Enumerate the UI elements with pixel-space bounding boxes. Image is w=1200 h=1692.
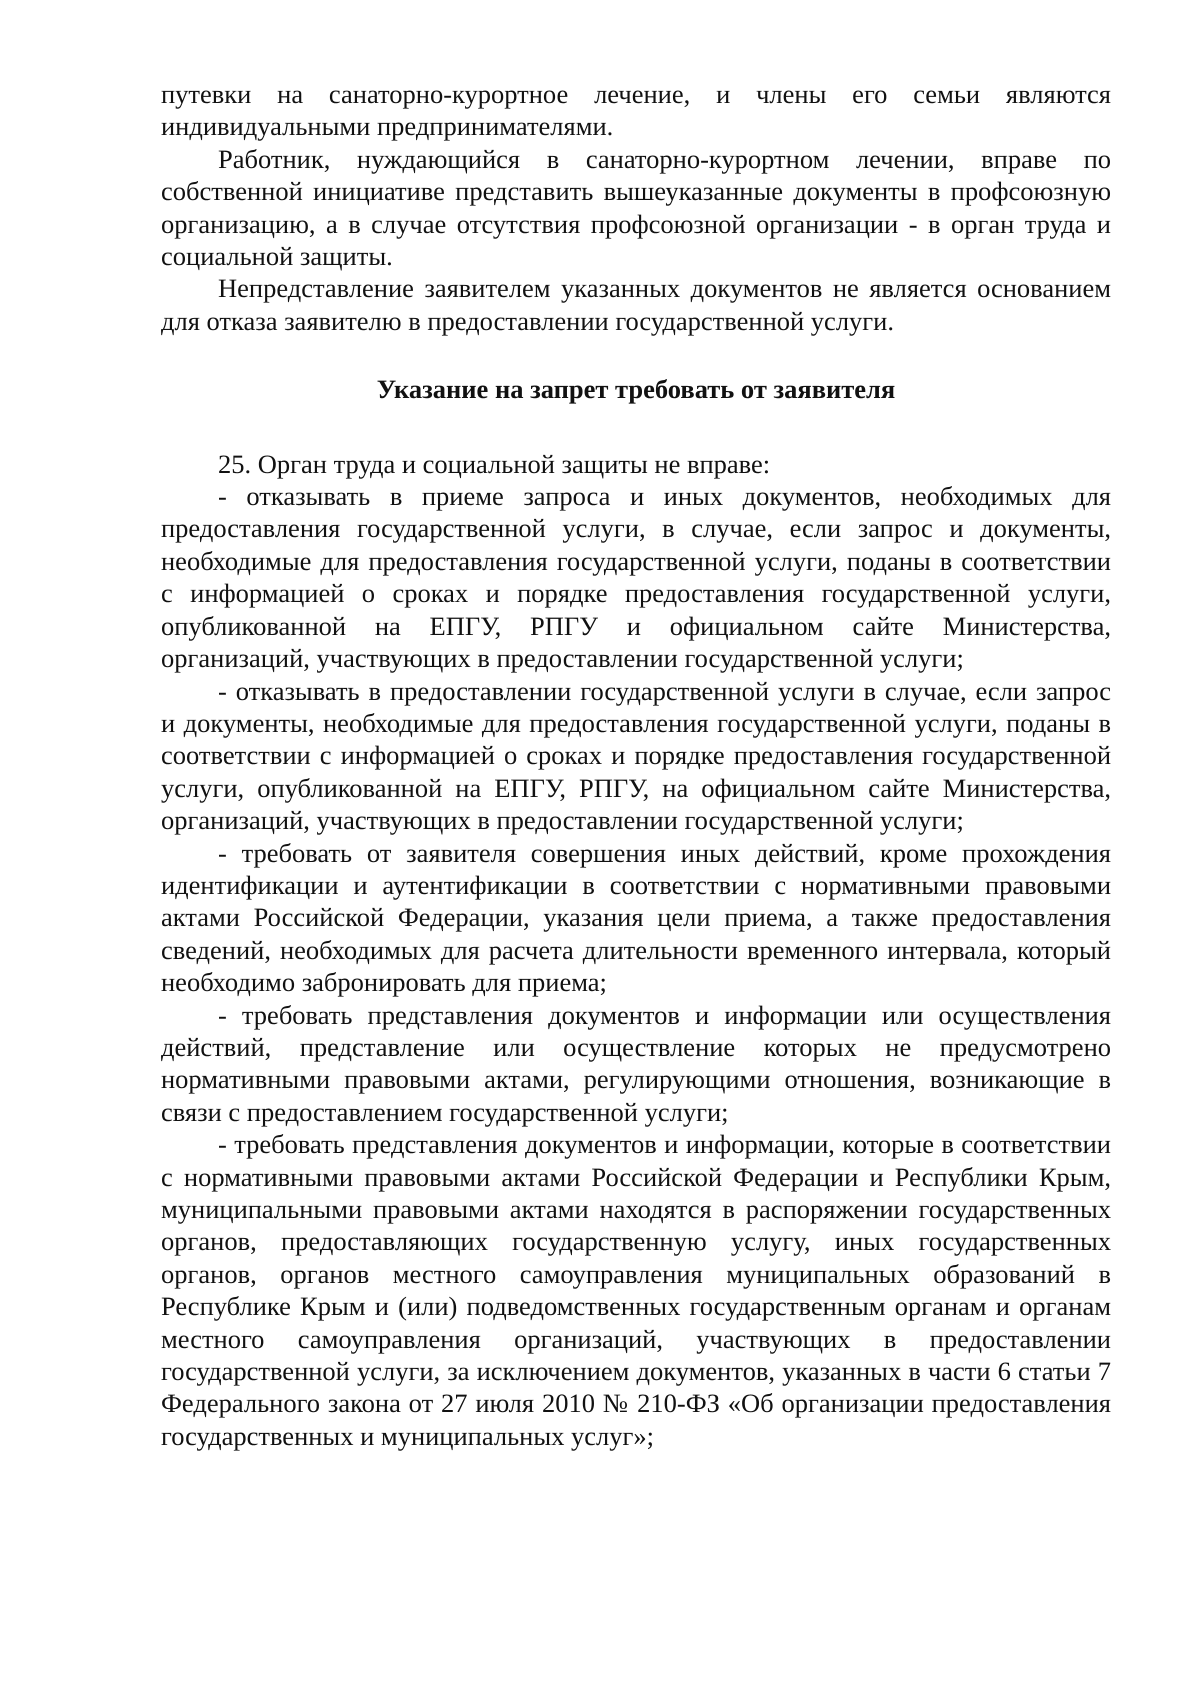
list-item-refuse-accept: - отказывать в приеме запроса и иных документов, необходимых для предоставления государственной услуги, в случае, если запрос и документы, необходимые для предоставления государственной услуги, поданы в соответствии с информацией о сроках и порядке предоставления государственной услуги, опубликованной на ЕПГУ, РПГУ и официальном сайте Министерства, организаций, участвующих в предоставлении государственной услуги; <box>161 481 1111 674</box>
document-page <box>161 78 1111 1452</box>
list-item-require-actions: - требовать от заявителя совершения иных действий, кроме прохождения идентификации и аутентификации в соответствии с нормативными правовыми актами Российской Федерации, указания цели приема, а также предоставления сведений, необходимых для расчета длительности временного интервала, который необходимо забронировать для приема; <box>161 837 1111 998</box>
paragraph-continuation: путевки на санаторно-курортное лечение, и члены его семьи являются индивидуальными предпринимателями. <box>161 79 1111 142</box>
list-item-require-documents-actions: - требовать представления документов и информации или осуществления действий, представление или осуществление которых не предусмотрено нормативными правовыми актами, регулирующими отношения, возникающие в связи с предоставлением государственной услуги; <box>161 999 1111 1127</box>
list-item-refuse-provide: - отказывать в предоставлении государственной услуги в случае, если запрос и документы, необходимые для предоставления государственной услуги, поданы в соответствии с информацией о сроках и порядке предоставления государственной услуги, опубликованной на ЕПГУ, РПГУ, на официальном сайте Министерства, организаций, участвующих в предоставлении государственной услуги; <box>161 675 1111 836</box>
list-item-require-documents-info: - требовать представления документов и информации, которые в соответствии с нормативными правовыми актами Российской Федерации и Республики Крым, муниципальными правовыми актами находятся в распоряжении государственных органов, предоставляющих государственную услугу, иных государственных органов, органов местного самоуправления муниципальных образований в Республике Крым и (или) подведомственных государственным органам и органам местного самоуправления организаций, участвующих в предоставлении государственной услуги, за исключением документов, указанных в части 6 статьи 7 Федерального закона от 27 июля 2010 № 210-ФЗ «Об организации предоставления государственных и муниципальных услуг»; <box>161 1129 1111 1451</box>
paragraph-worker-initiative: Работник, нуждающийся в санаторно-курортном лечении, вправе по собственной инициативе представить вышеуказанные документы в профсоюзную организацию, а в случае отсутствия профсоюзной организации - в орган труда и социальной защиты. <box>161 143 1111 272</box>
paragraph-non-submission: Непредставление заявителем указанных документов не является основанием для отказа заявителю в предоставлении государственной услуги. <box>161 273 1111 336</box>
paragraph-item-25: 25. Орган труда и социальной защиты не вправе: <box>218 448 771 479</box>
section-heading: Указание на запрет требовать от заявителя <box>376 374 896 405</box>
